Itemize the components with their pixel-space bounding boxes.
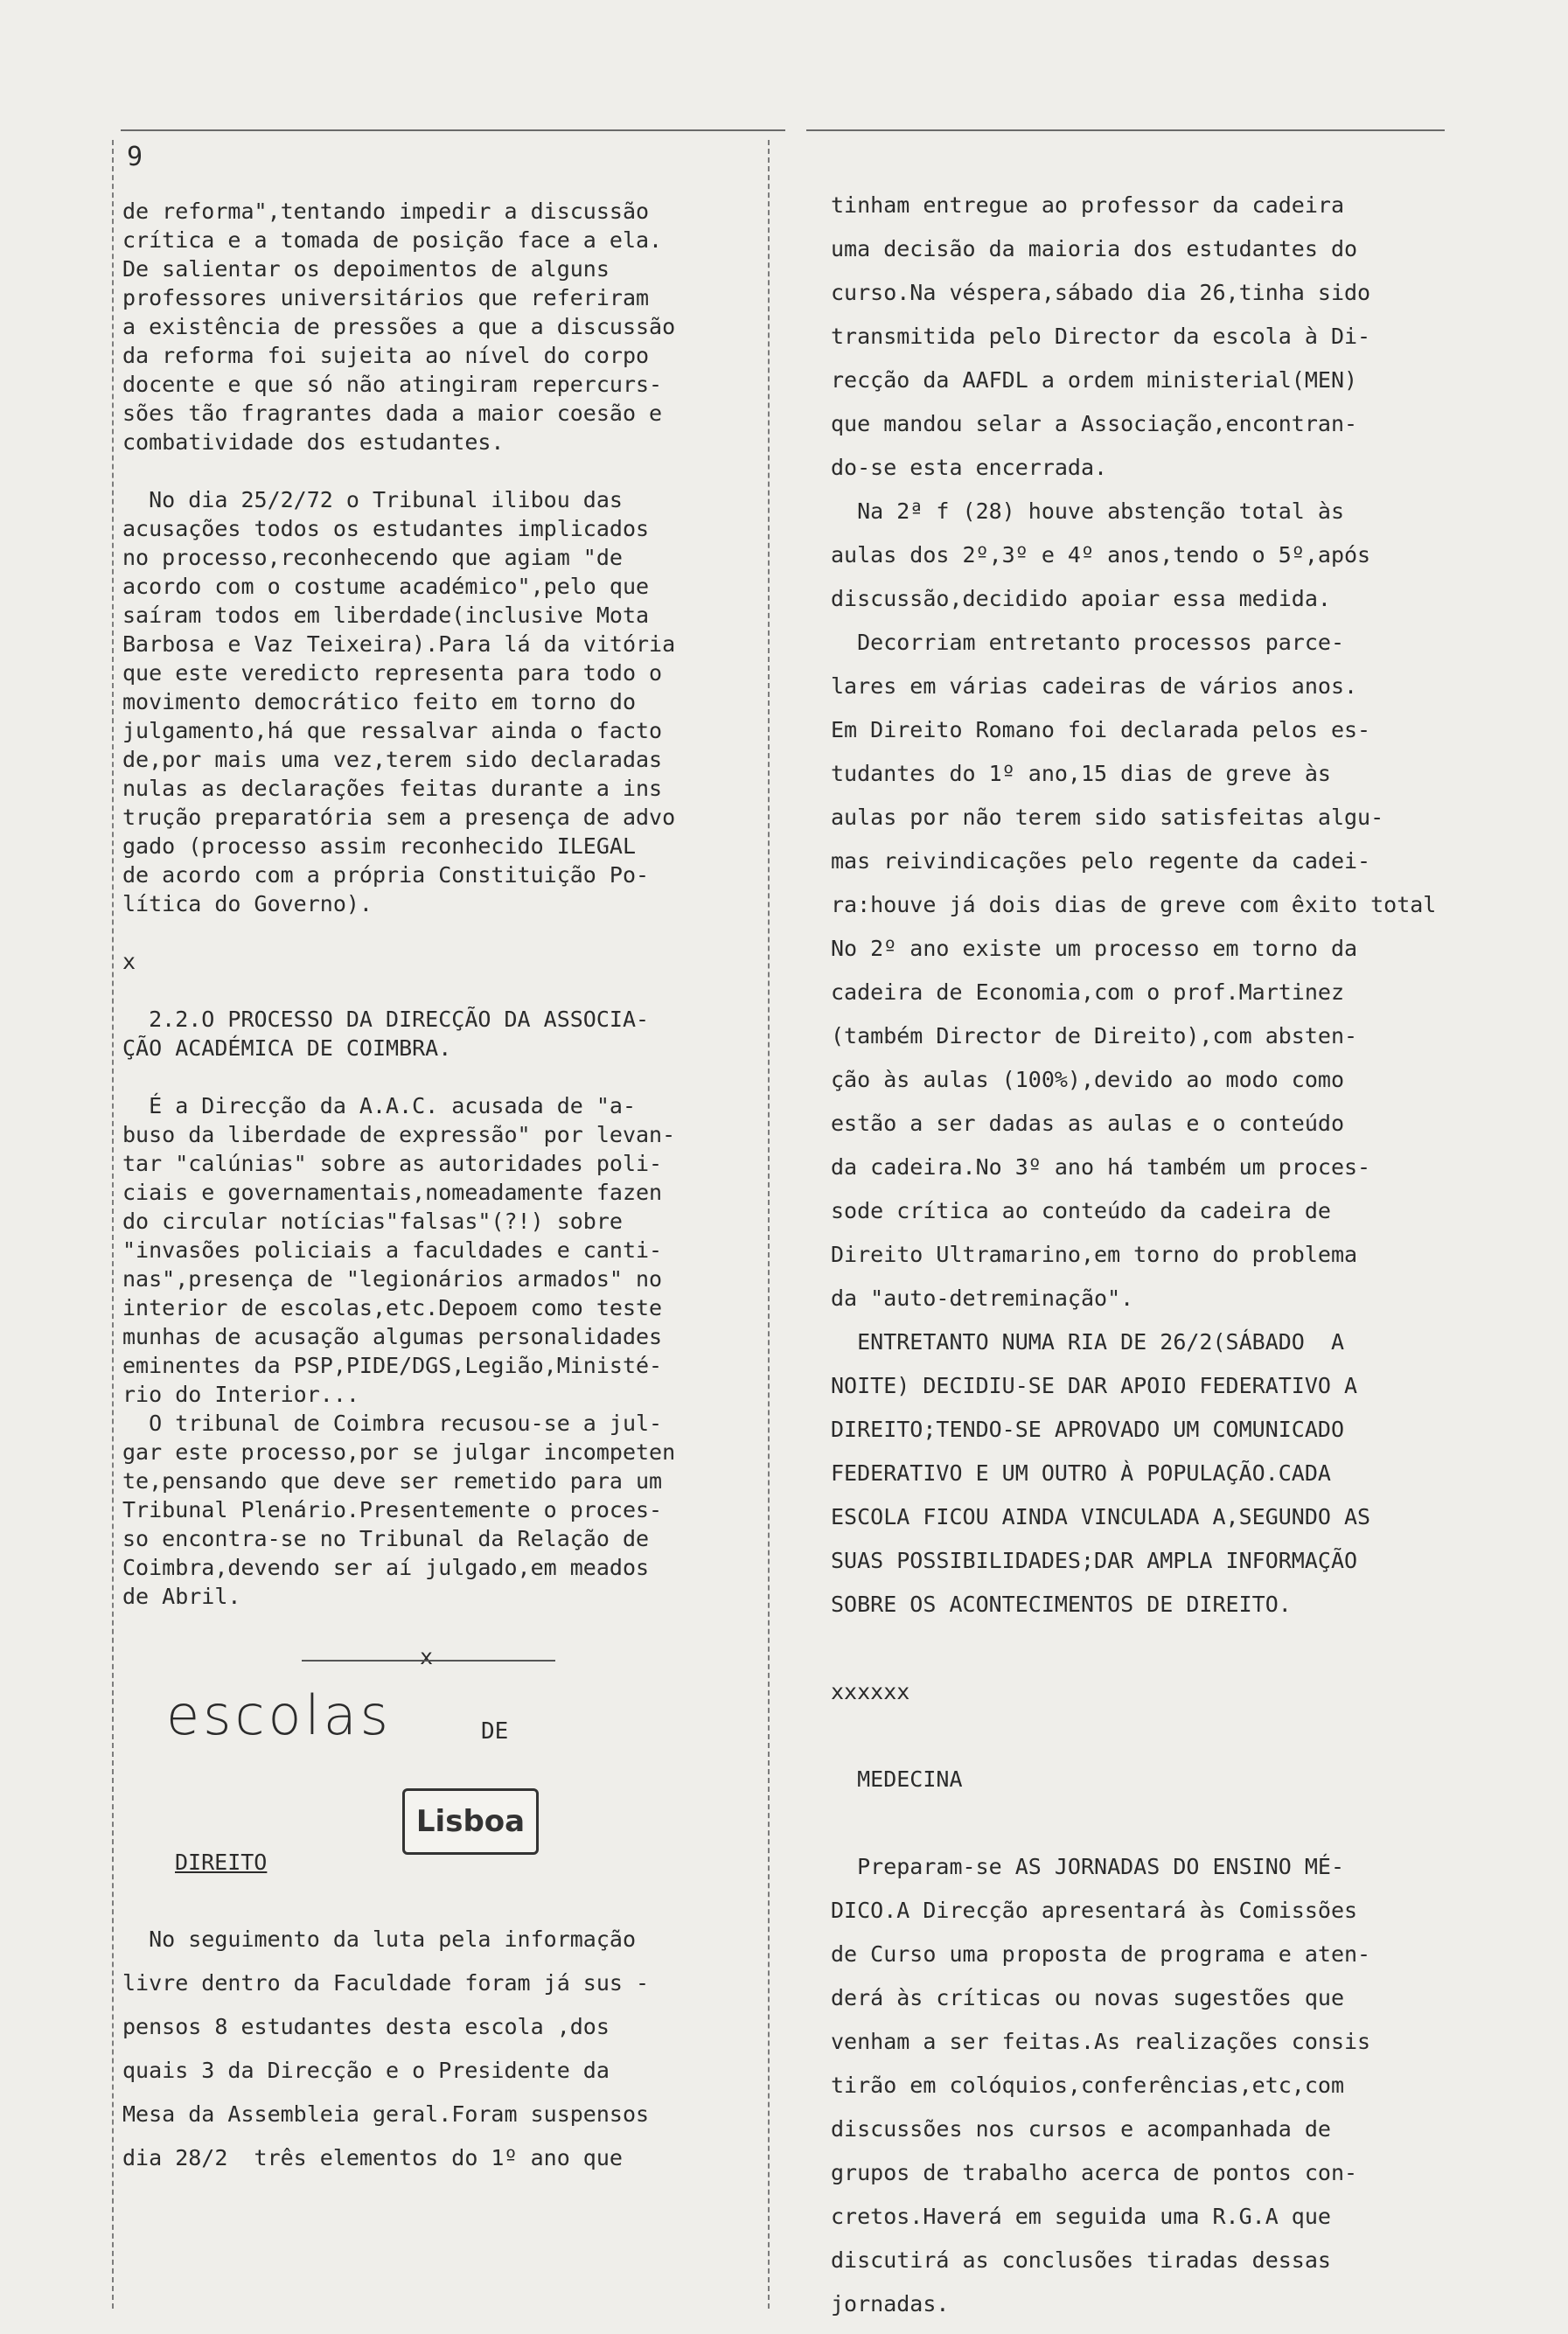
text-line: ÇÃO ACADÉMICA DE COIMBRA. <box>122 1035 452 1061</box>
text-line: acordo com o costume académico",pelo que <box>122 574 650 599</box>
text-line: lítica do Governo). <box>122 891 373 916</box>
escolas-heading: escolas <box>166 1683 392 1747</box>
text-line: DIREITO;TENDO-SE APROVADO UM COMUNICADO <box>831 1417 1344 1442</box>
top-rule-right <box>806 129 1445 131</box>
direito-heading <box>175 1850 267 1875</box>
text-line: Mesa da Assembleia geral.Foram suspensos <box>122 2101 650 2127</box>
text-line: professores universitários que referiram <box>122 285 650 310</box>
escolas-de-word: DE <box>481 1718 509 1745</box>
text-line: Coimbra,devendo ser aí julgado,em meados <box>122 1555 650 1580</box>
lisboa-logo: Lisboa <box>402 1788 539 1855</box>
text-line: tirão em colóquios,conferências,etc,com <box>831 2073 1344 2098</box>
text-line: NOITE) DECIDIU-SE DAR APOIO FEDERATIVO A <box>831 1373 1358 1398</box>
text-line: ENTRETANTO NUMA RIA DE 26/2(SÁBADO A <box>831 1329 1344 1355</box>
direito-heading-text: DIREITO <box>175 1850 268 1875</box>
text-line: É a Direcção da A.A.C. acusada de "a- <box>122 1093 636 1118</box>
text-line: eminentes da PSP,PIDE/DGS,Legião,Ministé- <box>122 1353 663 1378</box>
text-line: munhas de acusação algumas personalidades <box>122 1324 663 1349</box>
text-line: pensos 8 estudantes desta escola ,dos <box>122 2014 610 2039</box>
text-line: aulas dos 2º,3º e 4º anos,tendo o 5º,após <box>831 542 1371 568</box>
text-line: docente e que só não atingiram repercurs- <box>122 372 663 397</box>
text-line: gar este processo,por se julgar incompeten <box>122 1439 676 1465</box>
text-line: aulas por não terem sido satisfeitas algu- <box>831 805 1384 830</box>
text-line: de Curso uma proposta de programa e aten- <box>831 1941 1371 1967</box>
text-line <box>122 1062 778 1091</box>
text-line: nulas as declarações feitas durante a ins <box>122 776 663 801</box>
separator-rule <box>302 1660 555 1662</box>
text-line: sode crítica ao conteúdo da cadeira de <box>831 1198 1331 1223</box>
direito-section <box>122 1918 770 2180</box>
text-line: O tribunal de Coimbra recusou-se a jul- <box>122 1411 663 1436</box>
text-line: jornadas. <box>831 2291 950 2317</box>
text-line: Decorriam entretanto processos parce- <box>831 630 1344 655</box>
text-line <box>122 976 778 1005</box>
text-line: lares em várias cadeiras de vários anos. <box>831 673 1358 699</box>
text-line: estão a ser dadas as aulas e o conteúdo <box>831 1111 1344 1136</box>
text-line: da reforma foi sujeita ao nível do corpo <box>122 343 650 368</box>
text-line: tar "calúnias" sobre as autoridades poli- <box>122 1151 663 1176</box>
text-line: dia 28/2 três elementos do 1º ano que <box>122 2145 623 2170</box>
text-line: ção às aulas (100%),devido ao modo como <box>831 1067 1344 1092</box>
text-line: derá às críticas ou novas sugestões que <box>831 1985 1344 2010</box>
text-line: transmitida pelo Director da escola à Di- <box>831 324 1371 349</box>
text-line: crítica e a tomada de posição face a ela. <box>122 227 663 253</box>
text-line <box>831 1714 1460 1758</box>
text-line: trução preparatória sem a presença de advo <box>122 805 676 830</box>
text-line <box>831 1801 1460 1845</box>
text-line: ra:houve já dois dias de greve com êxito total <box>831 892 1437 917</box>
text-line: te,pensando que deve ser remetido para um <box>122 1468 663 1494</box>
right-column <box>831 184 1460 2326</box>
text-line: buso da liberdade de expressão" por levan- <box>122 1122 676 1147</box>
text-line: Direito Ultramarino,em torno do problema <box>831 1242 1358 1267</box>
text-line: Preparam-se AS JORNADAS DO ENSINO MÉ- <box>831 1854 1344 1879</box>
text-line: movimento democrático feito em torno do <box>122 689 636 714</box>
text-line: de reforma",tentando impedir a discussão <box>122 199 650 224</box>
left-margin-line <box>112 140 114 2309</box>
text-line: so encontra-se no Tribunal da Relação de <box>122 1526 650 1551</box>
text-line: Na 2ª f (28) houve abstenção total às <box>831 498 1344 524</box>
text-line: discussão,decidido apoiar essa medida. <box>831 586 1331 611</box>
text-line: De salientar os depoimentos de alguns <box>122 256 610 282</box>
text-line: do-se esta encerrada. <box>831 455 1108 480</box>
text-line: acusações todos os estudantes implicados <box>122 516 650 541</box>
text-line: discutirá as conclusões tiradas dessas <box>831 2247 1331 2273</box>
text-line: curso.Na véspera,sábado dia 26,tinha sido <box>831 280 1371 305</box>
text-line: que mandou selar a Associação,encontran- <box>831 411 1358 436</box>
text-line: cretos.Haverá em seguida uma R.G.A que <box>831 2204 1331 2229</box>
text-line: No seguimento da luta pela informação <box>122 1926 636 1952</box>
top-rule-left <box>121 129 785 131</box>
text-line: 2.2.O PROCESSO DA DIRECÇÃO DA ASSOCIA- <box>122 1007 650 1032</box>
page-number: 9 <box>127 142 143 172</box>
text-line: SUAS POSSIBILIDADES;DAR AMPLA INFORMAÇÃO <box>831 1548 1358 1573</box>
text-line: FEDERATIVO E UM OUTRO À POPULAÇÃO.CADA <box>831 1460 1331 1486</box>
text-line: venham a ser feitas.As realizações consis <box>831 2029 1371 2054</box>
text-line: discussões nos cursos e acompanhada de <box>831 2116 1331 2142</box>
text-line: combatividade dos estudantes. <box>122 429 505 455</box>
text-line: julgamento,há que ressalvar ainda o facto <box>122 718 663 743</box>
text-line: livre dentro da Faculdade foram já sus - <box>122 1970 650 1996</box>
text-line: gado (processo assim reconhecido ILEGAL <box>122 833 636 859</box>
text-line: de acordo com a própria Constituição Po- <box>122 862 650 888</box>
text-line: Em Direito Romano foi declarada pelos es- <box>831 717 1371 742</box>
text-line: de,por mais uma vez,terem sido declaradas <box>122 747 663 772</box>
text-line <box>831 1627 1460 1670</box>
text-line: no processo,reconhecendo que agiam "de <box>122 545 623 570</box>
text-line: Tribunal Plenário.Presentemente o proces- <box>122 1497 663 1522</box>
text-line: da "auto-detreminação". <box>831 1285 1134 1311</box>
text-line: Barbosa e Vaz Teixeira).Para lá da vitória <box>122 631 676 657</box>
text-line: DICO.A Direcção apresentará às Comissões <box>831 1898 1358 1923</box>
text-line: No dia 25/2/72 o Tribunal ilibou das <box>122 487 623 512</box>
text-line: da cadeira.No 3º ano há também um proces- <box>831 1154 1371 1180</box>
text-line: (também Director de Direito),com absten- <box>831 1023 1358 1049</box>
text-line: tinham entregue ao professor da cadeira <box>831 192 1344 218</box>
text-line: que este veredicto representa para todo o <box>122 660 663 686</box>
text-line: tudantes do 1º ano,15 dias de greve às <box>831 761 1331 786</box>
text-line: cadeira de Economia,com o prof.Martinez <box>831 979 1344 1005</box>
text-line: mas reivindicações pelo regente da cadei- <box>831 848 1371 874</box>
text-line: rio do Interior... <box>122 1382 359 1407</box>
text-line: x <box>122 949 136 974</box>
left-column <box>122 197 778 1611</box>
text-line: do circular notícias"falsas"(?!) sobre <box>122 1209 623 1234</box>
text-line: saíram todos em liberdade(inclusive Mota <box>122 603 650 628</box>
text-line: sões tão fragrantes dada a maior coesão e <box>122 401 663 426</box>
text-line: "invasões policiais a faculdades e canti- <box>122 1237 663 1263</box>
text-line: a existência de pressões a que a discussão <box>122 314 676 339</box>
text-line: quais 3 da Direcção e o Presidente da <box>122 2058 610 2083</box>
text-line <box>122 918 778 947</box>
text-line: nas",presença de "legionários armados" no <box>122 1266 663 1292</box>
text-line: recção da AAFDL a ordem ministerial(MEN) <box>831 367 1358 393</box>
text-line <box>122 456 778 485</box>
text-line: uma decisão da maioria dos estudantes do <box>831 236 1358 261</box>
separator-x: x <box>420 1644 434 1669</box>
text-line: interior de escolas,etc.Depoem como teste <box>122 1295 663 1320</box>
text-line: grupos de trabalho acerca de pontos con- <box>831 2160 1358 2185</box>
text-line: ESCOLA FICOU AINDA VINCULADA A,SEGUNDO AS <box>831 1504 1371 1529</box>
text-line: SOBRE OS ACONTECIMENTOS DE DIREITO. <box>831 1592 1292 1617</box>
text-line: ciais e governamentais,nomeadamente fazen <box>122 1180 663 1205</box>
text-line: MEDECINA <box>831 1766 963 1792</box>
text-line: xxxxxx <box>831 1679 910 1704</box>
text-line: No 2º ano existe um processo em torno da <box>831 936 1358 961</box>
text-line: de Abril. <box>122 1584 241 1609</box>
